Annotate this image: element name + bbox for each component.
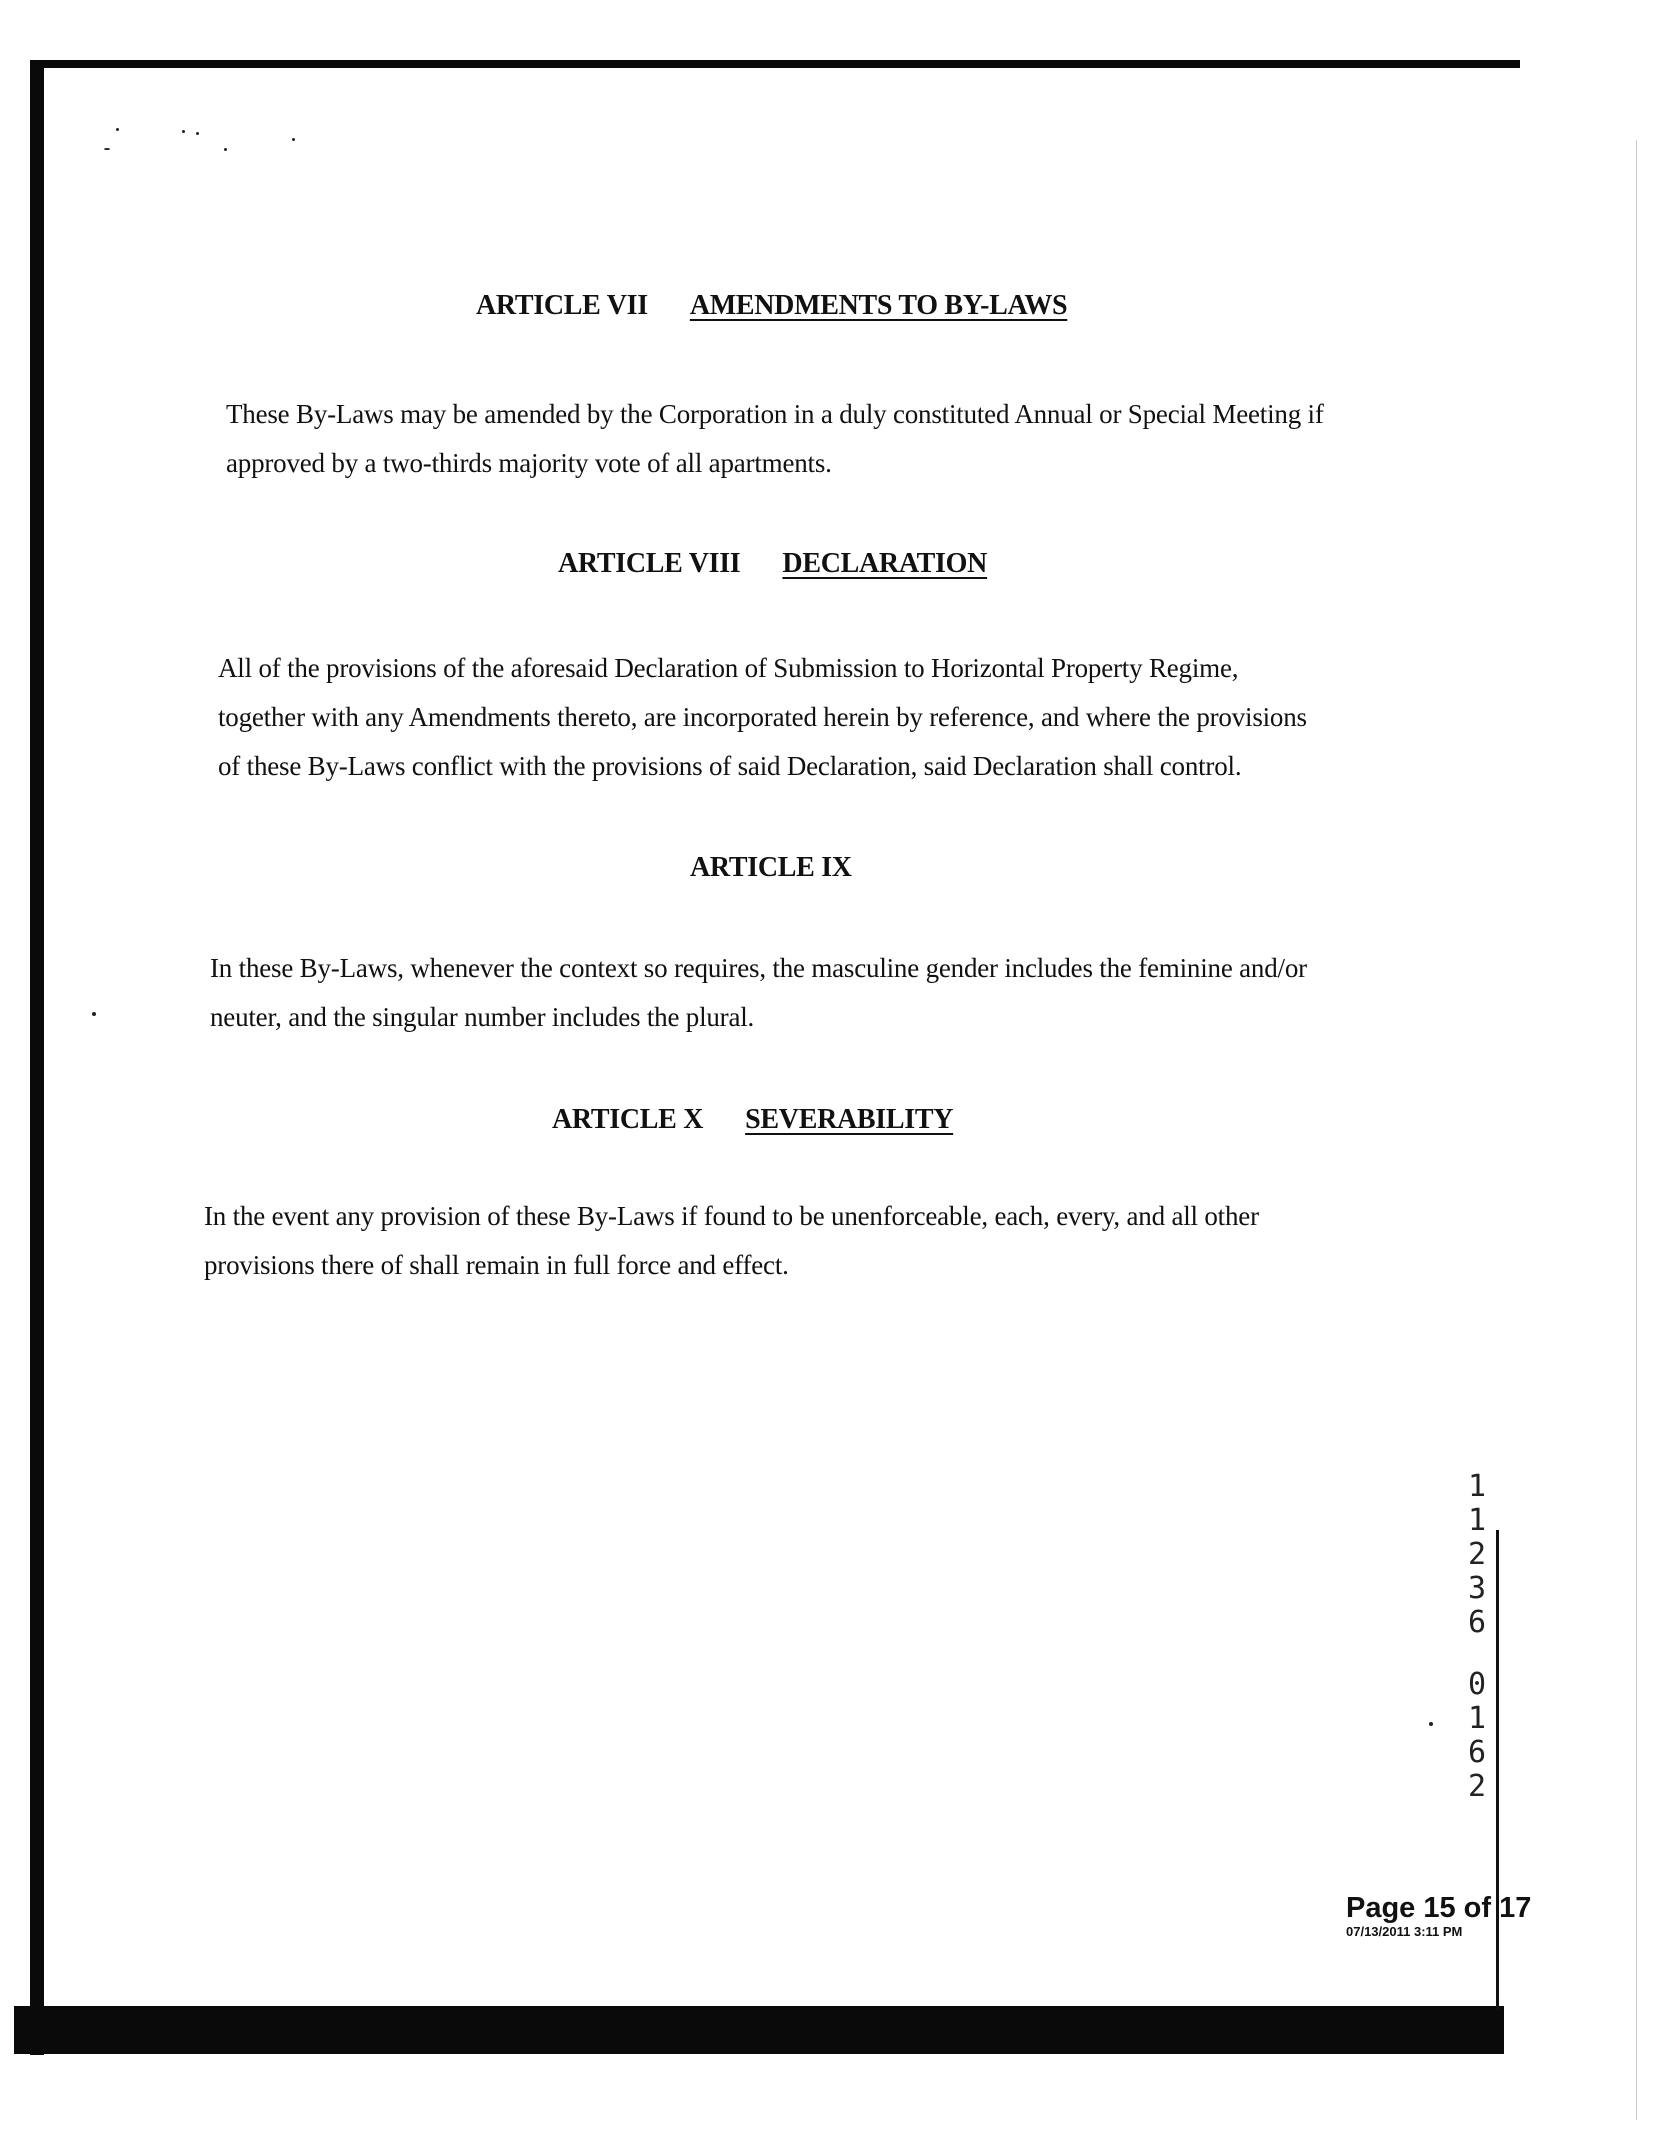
paragraph-line: of these By-Laws conflict with the provisions of said Declaration, said Declaration shall control. <box>218 751 1242 781</box>
page-footer <box>1346 1892 1531 1940</box>
paragraph-line: together with any Amendments thereto, are incorporated herein by reference, and where the provisions <box>218 702 1307 732</box>
scan-speck <box>92 1012 96 1016</box>
stamp-digit: 2 <box>1467 1537 1487 1572</box>
scan-speck <box>224 148 227 151</box>
article-title: AMENDMENTS TO BY-LAWS <box>689 290 1068 321</box>
article-number: ARTICLE X <box>552 1104 704 1135</box>
scan-speck <box>182 130 185 133</box>
scan-border-left <box>30 60 44 2055</box>
scan-edge-line <box>1636 140 1637 2120</box>
article-number: ARTICLE VII <box>476 290 648 321</box>
scan-speck <box>116 128 119 131</box>
scan-speck <box>104 148 110 150</box>
paragraph-line: All of the provisions of the aforesaid Declaration of Submission to Horizontal Property Regime, <box>218 653 1239 683</box>
paragraph-line: In the event any provision of these By-Laws if found to be unenforceable, each, every, and all other <box>204 1201 1259 1231</box>
stamp-digit: 6 <box>1467 1735 1487 1770</box>
article-number: ARTICLE IX <box>690 852 852 883</box>
scan-speck <box>292 138 295 141</box>
paragraph-line: provisions there of shall remain in full force and effect. <box>204 1250 789 1280</box>
scan-speck <box>1429 1722 1433 1726</box>
stamp-digit: 0 <box>1467 1667 1487 1702</box>
page-number: Page 15 of 17 <box>1346 1892 1532 1924</box>
stamp-digit: 2 <box>1467 1769 1487 1804</box>
scan-border-top <box>30 60 1520 68</box>
scan-border-bottom <box>14 2006 1504 2054</box>
paragraph-line: neuter, and the singular number includes the plural. <box>210 1002 755 1032</box>
article-title: SEVERABILITY <box>745 1104 954 1135</box>
print-timestamp: 07/13/2011 3:11 PM <box>1346 1924 1463 1939</box>
stamp-digit: 1 <box>1467 1503 1487 1538</box>
article-title: DECLARATION <box>782 548 988 579</box>
paragraph-line: In these By-Laws, whenever the context so requires, the masculine gender includes the feminine and/or <box>210 953 1307 983</box>
article-7-body <box>226 390 1324 488</box>
paragraph-line: approved by a two-thirds majority vote of all apartments. <box>226 448 832 478</box>
article-8-body <box>218 644 1307 791</box>
article-10-heading <box>552 1104 953 1136</box>
article-9-body <box>210 944 1307 1042</box>
article-10-body <box>204 1192 1259 1290</box>
article-7-heading <box>476 290 1067 322</box>
stamp-digit: 6 <box>1467 1605 1487 1640</box>
stamp-digit: 3 <box>1467 1571 1487 1606</box>
paragraph-line: These By-Laws may be amended by the Corporation in a duly constituted Annual or Special Meeting if <box>226 399 1324 429</box>
article-number: ARTICLE VIII <box>558 548 741 579</box>
article-8-heading <box>558 548 987 580</box>
stamp-digit: 1 <box>1467 1469 1487 1504</box>
scan-speck <box>196 132 199 135</box>
stamp-gap <box>1462 1640 1492 1668</box>
article-9-heading <box>690 852 852 884</box>
stamp-digit: 1 <box>1467 1701 1487 1736</box>
recording-stamp <box>1462 1470 1492 1804</box>
